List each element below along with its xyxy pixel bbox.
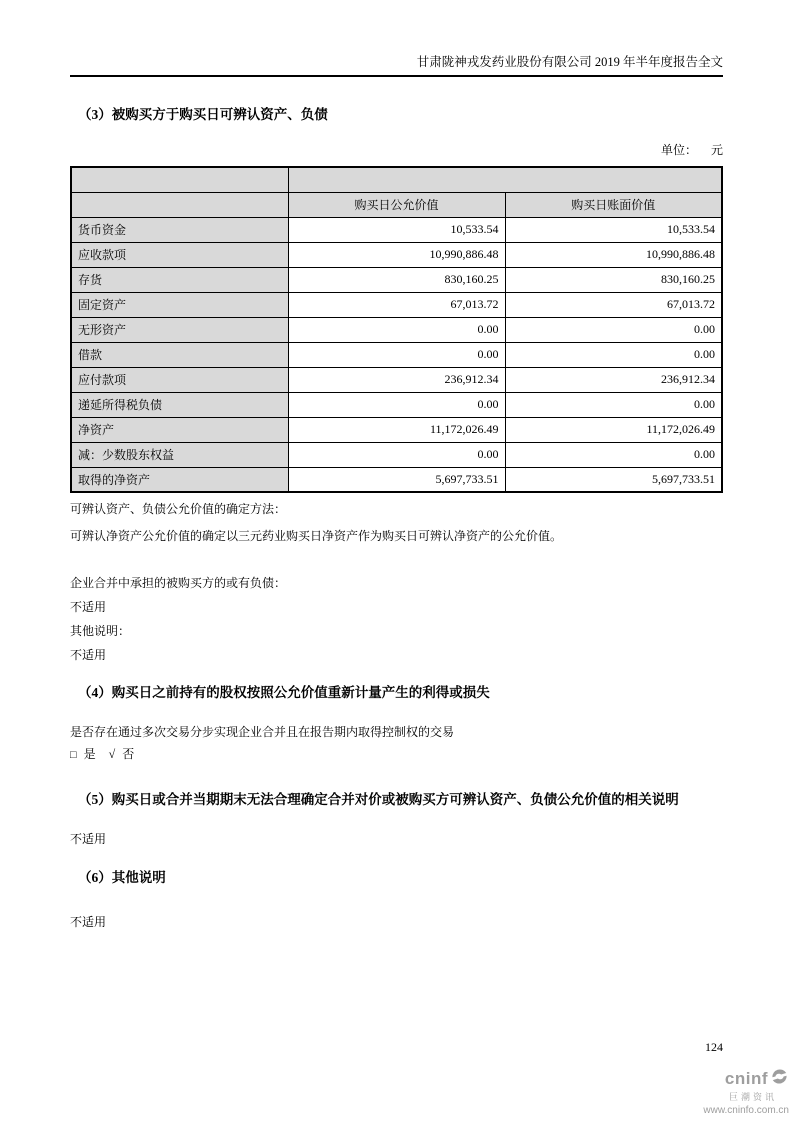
row-label-cell: 净资产	[71, 417, 288, 442]
book-value-cell: 10,990,886.48	[505, 242, 722, 267]
row-label-cell: 存货	[71, 267, 288, 292]
fair-value-cell: 0.00	[288, 342, 505, 367]
fair-value-cell: 10,990,886.48	[288, 242, 505, 267]
row-label-cell: 无形资产	[71, 317, 288, 342]
cninfo-url: www.cninfo.com.cn	[703, 1105, 789, 1116]
table-row	[71, 242, 722, 267]
cninfo-wordmark-row	[703, 1067, 789, 1090]
table-row	[71, 317, 722, 342]
yes-label: 是	[83, 747, 97, 761]
running-header	[70, 0, 723, 77]
table-top-row	[71, 167, 722, 192]
book-value-cell: 11,172,026.49	[505, 417, 722, 442]
table-row	[71, 217, 722, 242]
row-label-cell: 应付款项	[71, 367, 288, 392]
section-5-body: 不适用	[70, 832, 107, 846]
section-5-heading: （5）购买日或合并当期期末无法合理确定合并对价或被购买方可辨认资产、负债公允价值的相关说明	[78, 792, 679, 807]
checkbox-unchecked-icon: □	[70, 749, 78, 761]
fair-value-cell: 0.00	[288, 317, 505, 342]
section-4-heading: （4）购买日之前持有的股权按照公允价值重新计量产生的利得或损失	[78, 685, 490, 700]
cninfo-chinese-name: 巨潮资讯	[728, 1092, 777, 1102]
table-row	[71, 292, 722, 317]
fair-value-cell: 830,160.25	[288, 267, 505, 292]
yes-no-answer	[70, 746, 723, 763]
contingent-liability-body: 不适用	[70, 600, 107, 614]
empty-span-cell	[288, 167, 722, 192]
row-label-cell: 固定资产	[71, 292, 288, 317]
checkmark-icon: √	[108, 747, 117, 761]
contingent-liability-title: 企业合并中承担的被购买方的或有负债：	[70, 576, 287, 590]
table-row	[71, 467, 722, 492]
table-header-row	[71, 192, 722, 217]
no-label: 否	[122, 747, 136, 761]
other-note-title: 其他说明：	[70, 624, 131, 638]
unit-label: 单位：	[660, 143, 697, 157]
empty-header-cell	[71, 192, 288, 217]
book-value-cell: 67,013.72	[505, 292, 722, 317]
book-value-cell: 10,533.54	[505, 217, 722, 242]
table-row	[71, 267, 722, 292]
row-label-cell: 递延所得税负债	[71, 392, 288, 417]
unit-value: 元	[710, 143, 723, 157]
page-content	[70, 0, 723, 930]
unit-line	[70, 142, 723, 158]
empty-corner-cell	[71, 167, 288, 192]
fair-value-cell: 5,697,733.51	[288, 467, 505, 492]
row-label-cell: 应收款项	[71, 242, 288, 267]
table-row	[71, 342, 722, 367]
book-value-cell: 0.00	[505, 442, 722, 467]
other-note-body: 不适用	[70, 648, 107, 662]
book-value-cell: 0.00	[505, 342, 722, 367]
col-header-book-value: 购买日账面价值	[505, 192, 722, 217]
identifiable-assets-table	[70, 166, 723, 493]
row-label-cell: 减：少数股东权益	[71, 442, 288, 467]
book-value-cell: 0.00	[505, 392, 722, 417]
table-row	[71, 442, 722, 467]
cninfo-swirl-icon	[770, 1067, 789, 1090]
book-value-cell: 0.00	[505, 317, 722, 342]
table-row	[71, 392, 722, 417]
page-number: 124	[705, 1040, 723, 1054]
fair-value-cell: 11,172,026.49	[288, 417, 505, 442]
cninfo-logo	[703, 1067, 789, 1116]
fair-value-cell: 236,912.34	[288, 367, 505, 392]
fair-value-method-title: 可辨认资产、负债公允价值的确定方法：	[70, 502, 287, 516]
fair-value-cell: 0.00	[288, 442, 505, 467]
section-6-body: 不适用	[70, 915, 107, 929]
fair-value-cell: 0.00	[288, 392, 505, 417]
book-value-cell: 5,697,733.51	[505, 467, 722, 492]
row-label-cell: 货币资金	[71, 217, 288, 242]
row-label-cell: 取得的净资产	[71, 467, 288, 492]
fair-value-cell: 10,533.54	[288, 217, 505, 242]
cninfo-wordmark: cninf	[724, 1069, 768, 1088]
section-6-heading: （6）其他说明	[78, 870, 166, 885]
fair-value-method-body: 可辨认净资产公允价值的确定以三元药业购买日净资产作为购买日可辨认净资产的公允价值。	[70, 529, 563, 543]
table-row	[71, 417, 722, 442]
book-value-cell: 830,160.25	[505, 267, 722, 292]
fair-value-cell: 67,013.72	[288, 292, 505, 317]
step-acquisition-question: 是否存在通过多次交易分步实现企业合并且在报告期内取得控制权的交易	[70, 725, 455, 739]
col-header-fair-value: 购买日公允价值	[288, 192, 505, 217]
report-title: 甘肃陇神戎发药业股份有限公司 2019 年半年度报告全文	[416, 55, 723, 69]
section-3-heading: （3）被购买方于购买日可辨认资产、负债	[78, 107, 328, 122]
row-label-cell: 借款	[71, 342, 288, 367]
table-row	[71, 367, 722, 392]
book-value-cell: 236,912.34	[505, 367, 722, 392]
